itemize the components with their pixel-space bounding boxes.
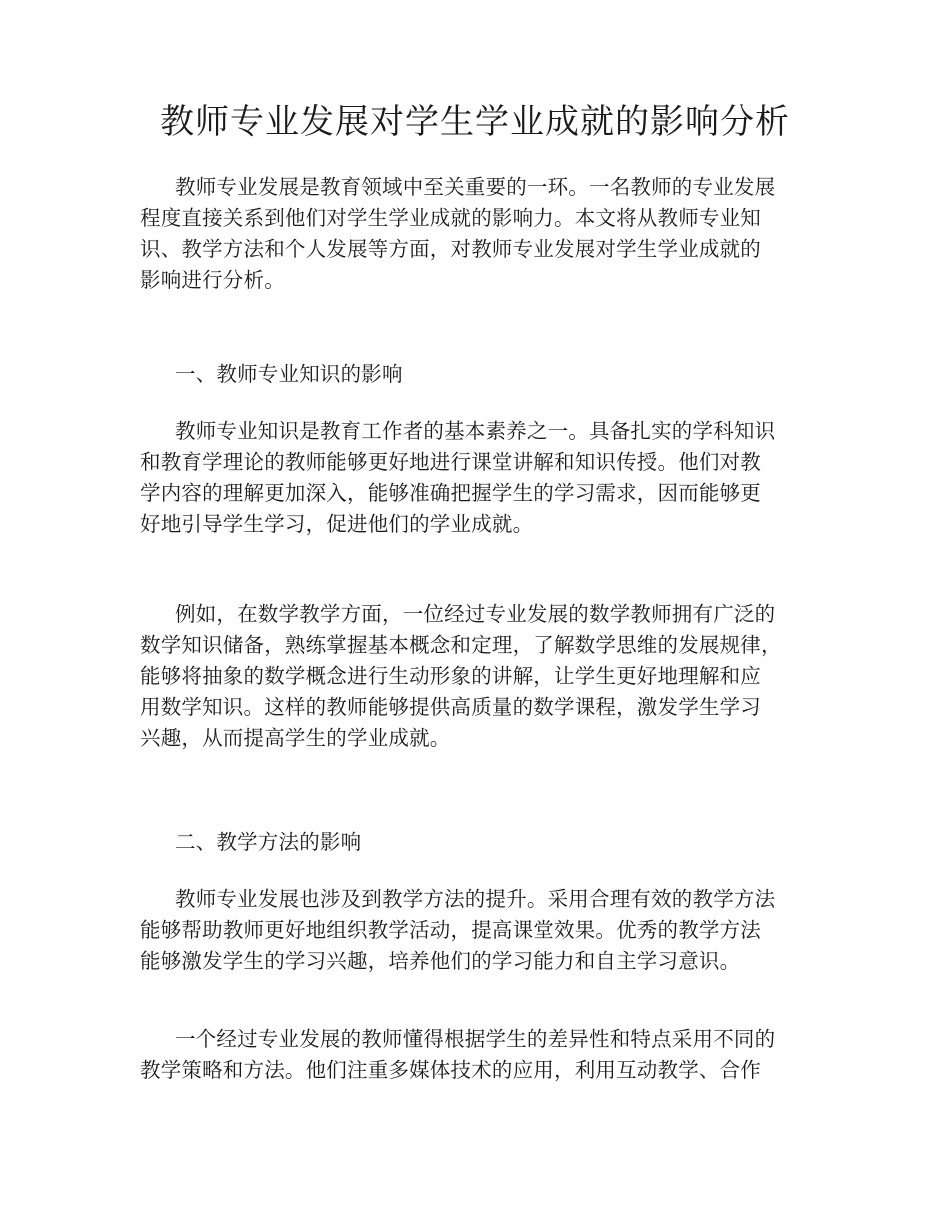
paragraph-line: 能够激发学生的学习兴趣，培养他们的学习能力和自主学习意识。 (140, 949, 741, 973)
section-heading-text: 一、教师专业知识的影响 (175, 362, 403, 386)
paragraph-line: 程度直接关系到他们对学生学业成就的影响力。本文将从教师专业知 (140, 206, 761, 230)
paragraph-line: 学内容的理解更加深入，能够准确把握学生的学习需求，因而能够更 (140, 481, 761, 505)
paragraph-line: 兴趣，从而提高学生的学业成就。 (140, 726, 451, 750)
paragraph-line: 好地引导学生学习，促进他们的学业成就。 (140, 512, 534, 536)
paragraph-line: 教师专业发展也涉及到教学方法的提升。采用合理有效的教学方法 (175, 887, 776, 911)
paragraph-line: 能够将抽象的数学概念进行生动形象的讲解，让学生更好地理解和应 (140, 664, 761, 688)
paragraph-strategies (140, 1024, 775, 1086)
paragraph-math-example (140, 599, 782, 754)
paragraph-line: 例如，在数学教学方面，一位经过专业发展的数学教师拥有广泛的 (175, 602, 776, 626)
section-heading-text: 二、教学方法的影响 (175, 830, 362, 854)
paragraph-line: 教师专业知识是教育工作者的基本素养之一。具备扎实的学科知识 (175, 419, 776, 443)
paragraph-line: 数学知识储备，熟练掌握基本概念和定理，了解数学思维的发展规律， (140, 633, 782, 657)
paragraph-line: 用数学知识。这样的教师能够提供高质量的数学课程，激发学生学习 (140, 695, 761, 719)
paragraph-line: 能够帮助教师更好地组织教学活动，提高课堂效果。优秀的教学方法 (140, 918, 761, 942)
paragraph-line: 影响进行分析。 (140, 268, 285, 292)
paragraph-line: 教师专业发展是教育领域中至关重要的一环。一名教师的专业发展 (175, 175, 776, 199)
paragraph-intro (140, 172, 775, 296)
paragraph-line: 和教育学理论的教师能够更好地进行课堂讲解和知识传授。他们对教 (140, 450, 761, 474)
paragraph-knowledge (140, 416, 775, 540)
paragraph-line: 一个经过专业发展的教师懂得根据学生的差异性和特点采用不同的 (175, 1027, 776, 1051)
paragraph-methods (140, 884, 775, 977)
paragraph-line: 教学策略和方法。他们注重多媒体技术的应用，利用互动教学、合作 (140, 1058, 761, 1082)
section-heading-1 (140, 359, 403, 390)
paragraph-line: 识、教学方法和个人发展等方面，对教师专业发展对学生学业成就的 (140, 237, 761, 261)
document-title: 教师专业发展对学生学业成就的影响分析 (160, 102, 790, 142)
section-heading-2 (140, 827, 361, 858)
